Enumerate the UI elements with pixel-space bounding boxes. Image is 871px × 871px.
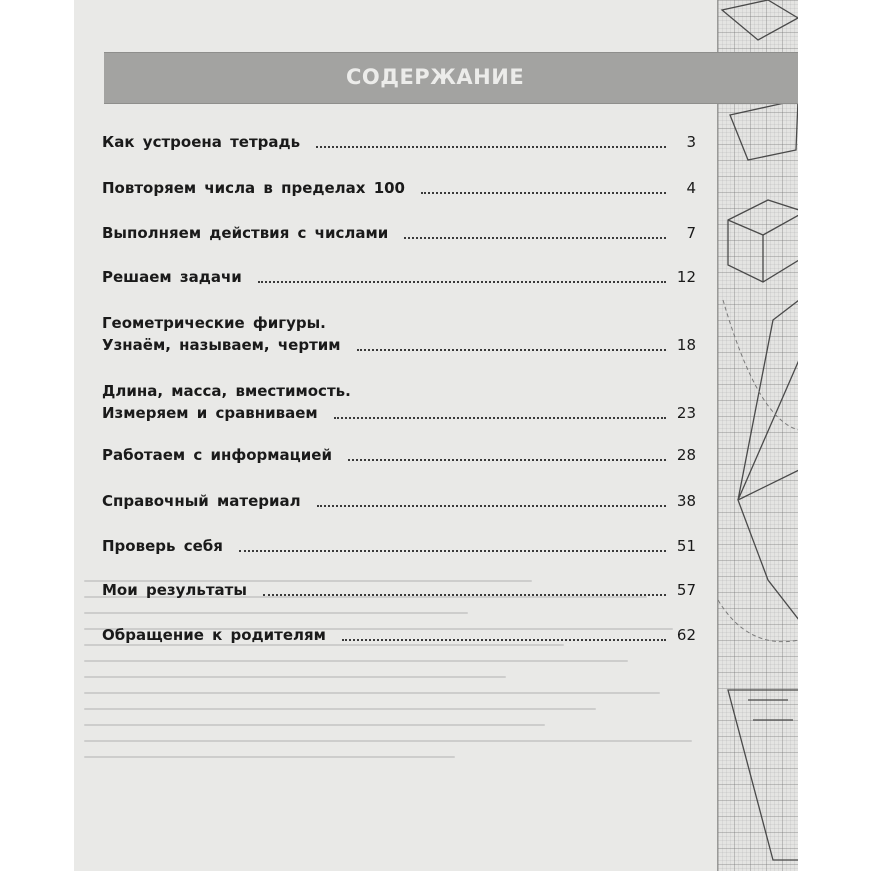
toc-leader-dots <box>421 191 666 194</box>
toc-page-number: 23 <box>676 404 696 422</box>
toc-entry-title: Работаем с информацией <box>102 446 332 464</box>
toc-entry[interactable] <box>102 444 696 466</box>
toc-leader-dots <box>239 549 666 552</box>
contents-page <box>74 0 798 871</box>
toc-entry-title: Измеряем и сравниваем <box>102 404 318 422</box>
toc-entry-title: Повторяем числа в пределах 100 <box>102 179 405 197</box>
toc-leader-dots <box>258 280 666 283</box>
toc-entry[interactable] <box>102 579 696 601</box>
page-title: СОДЕРЖАНИЕ <box>346 65 525 89</box>
toc-leader-dots <box>404 236 666 239</box>
contents-header-bar <box>104 52 798 104</box>
toc-entry-title: Обращение к родителям <box>102 626 326 644</box>
toc-entry-title: Справочный материал <box>102 492 301 510</box>
graph-paper-strip <box>717 0 798 871</box>
toc-entry[interactable] <box>102 222 696 244</box>
triangle-shape-icon <box>722 0 798 40</box>
toc-entry[interactable] <box>102 177 696 199</box>
geometry-shapes-illustration <box>718 0 798 871</box>
toc-leader-dots <box>317 504 666 507</box>
toc-page-number: 28 <box>676 446 696 464</box>
toc-entry[interactable] <box>102 490 696 512</box>
toc-page-number: 57 <box>676 581 696 599</box>
toc-entry-title: Мои результаты <box>102 581 247 599</box>
toc-entry-title: Геометрические фигуры. <box>102 314 326 332</box>
toc-entry-title: Как устроена тетрадь <box>102 133 301 151</box>
toc-page-number: 4 <box>686 179 696 197</box>
toc-entry[interactable] <box>102 266 696 288</box>
toc-entry[interactable] <box>102 312 696 356</box>
set-square-icon <box>728 690 798 860</box>
toc-leader-dots <box>342 638 666 641</box>
toc-entry[interactable] <box>102 535 696 557</box>
toc-entry[interactable] <box>102 131 696 153</box>
toc-page-number: 12 <box>676 268 696 286</box>
paper-plane-shape-icon <box>738 470 798 620</box>
toc-leader-dots <box>357 348 666 351</box>
toc-page-number: 3 <box>686 133 696 151</box>
toc-page-number: 62 <box>676 626 696 644</box>
toc-leader-dots <box>316 145 666 148</box>
toc-entry-title: Узнаём, называем, чертим <box>102 336 341 354</box>
toc-leader-dots <box>348 458 666 461</box>
toc-page-number: 38 <box>676 492 696 510</box>
toc-entry-title: Проверь себя <box>102 537 223 555</box>
toc-entry-title: Выполняем действия с числами <box>102 224 389 242</box>
long-triangle-shape-icon <box>738 300 798 500</box>
toc-entry-title: Длина, масса, вместимость. <box>102 382 351 400</box>
toc-page-number: 7 <box>686 224 696 242</box>
ruler-shape-icon <box>730 100 798 160</box>
toc-page-number: 51 <box>676 537 696 555</box>
toc-leader-dots <box>263 593 666 596</box>
toc-entry[interactable] <box>102 380 696 424</box>
toc-page-number: 18 <box>676 336 696 354</box>
toc-entry-title: Решаем задачи <box>102 268 242 286</box>
toc-leader-dots <box>334 416 666 419</box>
toc-entry[interactable] <box>102 624 696 646</box>
